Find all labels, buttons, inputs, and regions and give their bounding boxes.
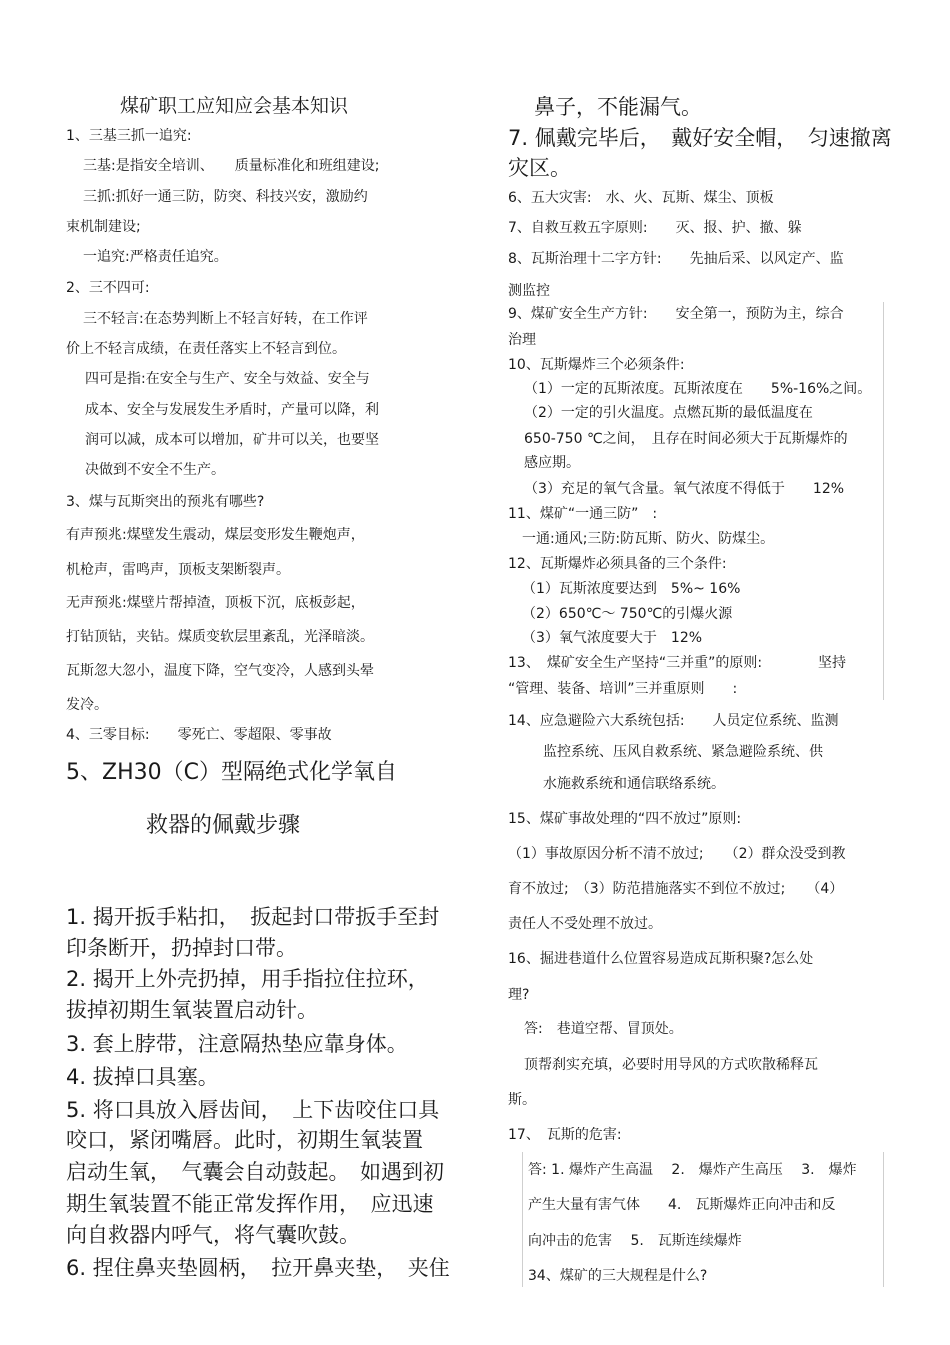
qa-item: 测监控	[508, 283, 550, 299]
qa-item: 治理	[508, 332, 536, 348]
qa-item: （1）瓦斯浓度要达到 5%~ 16%	[522, 581, 741, 597]
qa-item: 理?	[508, 987, 530, 1003]
text-line: 瓦斯忽大忽小，温度下降，空气变冷，人感到头晕	[66, 663, 374, 679]
text-line: 四可是指:在安全与生产、安全与效益、安全与	[85, 371, 370, 387]
qa-item: 产生大量有害气体 4. 瓦斯爆炸正向冲击和反	[528, 1197, 836, 1213]
qa-item: 14、应急避险六大系统包括: 人员定位系统、监测	[508, 713, 839, 729]
step-continue: 鼻子，不能漏气。	[534, 95, 702, 119]
step-line: 1. 揭开扳手粘扣， 扳起封口带扳手至封	[66, 905, 440, 929]
qa-item: 向冲击的危害 5. 瓦斯连续爆炸	[528, 1233, 742, 1249]
qa-item: 责任人不受处理不放过。	[508, 916, 662, 932]
step-line: 4. 拔掉口具塞。	[66, 1065, 219, 1089]
text-line: 成本、安全与发展发生矛盾时，产量可以降，利	[85, 402, 379, 418]
text-line: 发冷。	[66, 697, 108, 713]
section-1-heading: 1、三基三抓一追究:	[66, 128, 192, 144]
step-line: 拔掉初期生氧装置启动针。	[66, 998, 318, 1022]
section-5-heading-cont: 救器的佩戴步骤	[146, 813, 301, 838]
qa-item: （3）充足的氧气含量。氧气浓度不得低于 12%	[524, 481, 845, 497]
qa-item: 17、 瓦斯的危害:	[508, 1127, 622, 1143]
step-line: 3. 套上脖带，注意隔热垫应靠身体。	[66, 1032, 408, 1056]
qa-item: 斯。	[508, 1092, 536, 1108]
qa-item: 13、 煤矿安全生产坚持“三并重”的原则: 坚持	[508, 655, 847, 671]
step-line: 6. 捏住鼻夹垫圆柄， 拉开鼻夹垫， 夹住	[66, 1256, 450, 1280]
qa-item: 8、瓦斯治理十二字方针: 先抽后采、以风定产、监	[508, 251, 844, 267]
step-line: 灾区。	[508, 156, 571, 180]
text-line: 润可以减，成本可以增加，矿井可以关，也要坚	[85, 432, 379, 448]
qa-item: 15、煤矿事故处理的“四不放过”原则:	[508, 811, 742, 827]
qa-item: 顶帮刹实充填，必要时用导风的方式吹散稀释瓦	[524, 1057, 818, 1073]
qa-item: 10、瓦斯爆炸三个必须条件:	[508, 357, 685, 373]
text-line: 一追究:严格责任追究。	[83, 249, 228, 265]
qa-item: （1）一定的瓦斯浓度。瓦斯浓度在 5%-16%之间。	[524, 381, 872, 397]
text-line: 三不轻言:在态势判断上不轻言好转，在工作评	[83, 311, 368, 327]
qa-item: 9、煤矿安全生产方针: 安全第一，预防为主，综合	[508, 306, 844, 322]
qa-item: （1）事故原因分析不清不放过; （2）群众没受到教	[508, 846, 846, 862]
step-line: 7. 佩戴完毕后， 戴好安全帽， 匀速撤离	[508, 126, 892, 150]
qa-item: 11、煤矿“一通三防” :	[508, 506, 658, 522]
step-line: 启动生氧， 气囊会自动鼓起。 如遇到初	[66, 1160, 444, 1184]
text-line: 打钻顶钻，夹钻。煤质变软层里紊乱，光泽暗淡。	[66, 629, 374, 645]
section-4-text: 4、三零目标: 零死亡、零超限、零事故	[66, 727, 332, 743]
qa-item: “管理、装备、培训”三并重原则 :	[508, 681, 738, 697]
step-line: 期生氧装置不能正常发挥作用， 应迅速	[66, 1192, 434, 1216]
qa-item: 650-750 ℃之间， 且存在时间必须大于瓦斯爆炸的	[524, 431, 848, 447]
qa-item: 7、自救互救五字原则: 灭、报、护、撤、躲	[508, 220, 802, 236]
section-5-heading: 5、ZH30（C）型隔绝式化学氧自	[66, 760, 397, 785]
qa-item: 12、瓦斯爆炸必须具备的三个条件:	[508, 556, 727, 572]
page-title: 煤矿职工应知应会基本知识	[120, 95, 349, 117]
text-line: 三基:是指安全培训、 质量标准化和班组建设;	[83, 158, 380, 174]
text-line: 三抓:抓好一通三防，防突、科技兴安，激励约	[83, 189, 368, 205]
qa-item: （3）氧气浓度要大于 12%	[522, 630, 703, 646]
step-line: 印条断开，扔掉封口带。	[66, 936, 297, 960]
qa-item: （2）650℃～ 750℃的引爆火源	[522, 606, 733, 622]
step-line: 向自救器内呼气，将气囊吹鼓。	[66, 1223, 360, 1247]
qa-item: 16、掘进巷道什么位置容易造成瓦斯积聚?怎么处	[508, 951, 814, 967]
answer-border	[522, 1152, 523, 1287]
qa-item: 答: 巷道空帮、冒顶处。	[524, 1021, 683, 1037]
qa-item: 34、煤矿的三大规程是什么?	[528, 1268, 708, 1284]
text-line: 机枪声，雷鸣声，顶板支架断裂声。	[66, 562, 290, 578]
step-line: 5. 将口具放入唇齿间， 上下齿咬住口具	[66, 1098, 440, 1122]
text-line: 价上不轻言成绩，在责任落实上不轻言到位。	[66, 341, 346, 357]
text-line: 束机制建设;	[66, 219, 141, 235]
answer-border	[883, 1152, 884, 1287]
qa-item: 6、五大灾害: 水、火、瓦斯、煤尘、顶板	[508, 190, 774, 206]
column-border	[883, 302, 884, 700]
text-line: 决做到不安全不生产。	[85, 462, 225, 478]
step-line: 咬口，紧闭嘴唇。此时，初期生氧装置	[66, 1128, 423, 1152]
qa-item: 水施救系统和通信联络系统。	[543, 776, 725, 792]
section-3-heading: 3、煤与瓦斯突出的预兆有哪些?	[66, 494, 265, 510]
qa-item: 一通:通风;三防:防瓦斯、防火、防煤尘。	[522, 531, 775, 547]
qa-item: 监控系统、压风自救系统、紧急避险系统、供	[543, 744, 823, 760]
qa-item: （2）一定的引火温度。点燃瓦斯的最低温度在	[524, 405, 813, 421]
qa-item: 感应期。	[524, 455, 580, 471]
qa-item: 答: 1. 爆炸产生高温 2. 爆炸产生高压 3. 爆炸	[528, 1162, 857, 1178]
qa-item: 育不放过; （3）防范措施落实不到位不放过; （4）	[508, 881, 844, 897]
section-2-heading: 2、三不四可:	[66, 280, 150, 296]
step-line: 2. 揭开上外壳扔掉，用手指拉住拉环，	[66, 967, 429, 991]
text-line: 有声预兆:煤壁发生震动，煤层变形发生鞭炮声，	[66, 527, 365, 543]
text-line: 无声预兆:煤壁片帮掉渣，顶板下沉，底板彭起，	[66, 595, 365, 611]
